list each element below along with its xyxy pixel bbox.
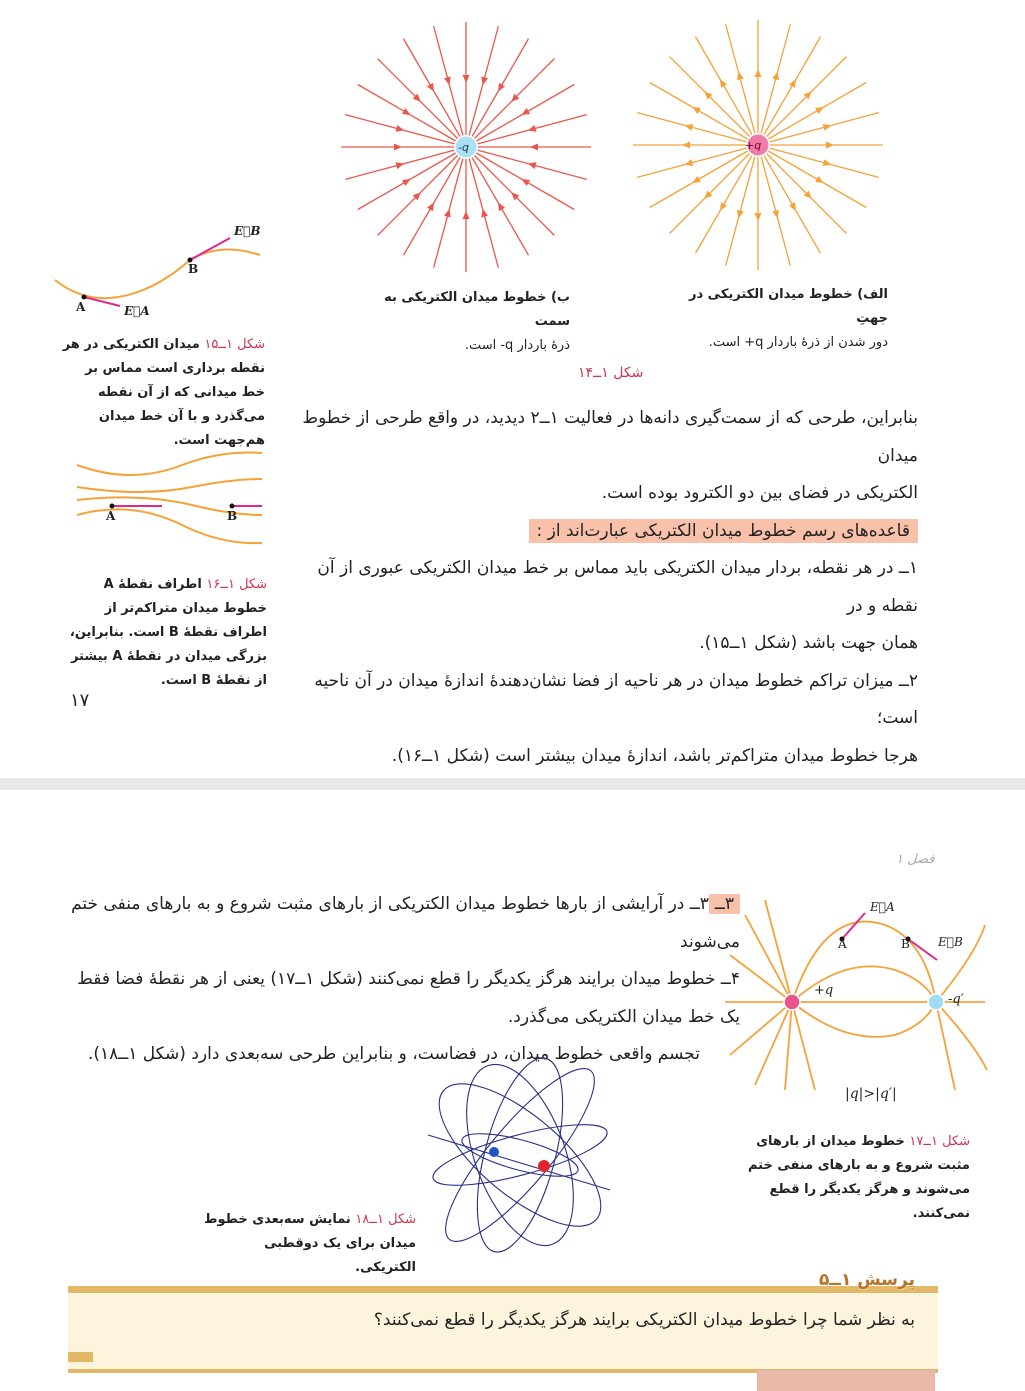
fig15-caption: شکل ۱ــ۱۵ میدان الکتریکی در هر نقطه برداری است مماس بر خط میدانی که از آن نقطه می‌گذرد و با آن خط میدان هم‌جهت است. [62,337,265,448]
rule-3: ۳ــ۳ــ در آرایشی از بارها خطوط میدان الکتریکی از بارهای مثبت شروع و به بارهای منفی ختم می‌شوند [71,894,740,952]
negative-charge [928,994,944,1010]
page-separator [0,778,1025,790]
vector-ea-label: E⃗A [870,900,895,914]
arrow-icon [463,211,470,219]
page-number: ۱۷ [70,690,90,711]
fig17-caption: شکل ۱ــ۱۷ خطوط میدان از بارهای مثبت شروع و به بارهای منفی ختم می‌شوند و هرگز یکدیگر را قطع نمی‌کنند. [747,1134,970,1221]
point-a: A [106,509,116,523]
vector-eb-label: E⃗B [938,935,963,949]
fig14-label: شکل ۱ــ۱۴ [578,365,644,381]
pos-charge-label: +q [814,983,834,998]
point-a: A [76,300,86,314]
arrow-icon [394,144,402,151]
point-b: B [188,262,199,276]
neg-charge-label: -q′ [948,992,964,1007]
chapter-label: فصل ۱ [896,852,935,867]
arrow-icon [530,144,538,151]
rule-1: ۱ــ در هر نقطه، بردار میدان الکتریکی باید مماس بر خط میدان الکتریکی عبوری از آن نقطه و در [317,558,918,616]
arrow-icon [755,213,762,221]
neg-charge-label: -q [458,141,469,154]
paragraph: بنابراین، طرحی که از سمت‌گیری دانه‌ها در فعالیت ۱ــ۲ دیدید، در واقع طرحی از خطوط میدان الکتریکی در فضای بین دو الکترود بوده است. قاعده‌های رسم خطوط میدان الکتریکی عبارت‌اند از : ۱ــ در هر نقطه، بردار میدان الکتریکی باید مماس بر خط میدان الکتریکی عبوری از آن نقطه و در همان جهت باشد (شکل ۱ــ۱۵). ۲ــ میزان تراکم خطوط میدان در هر ناحیه از فضا نشان‌دهندهٔ اندازهٔ میدان در آن ناحیه است؛ هرجا خطوط میدان متراکم‌تر باشد، اندازهٔ میدان بیشتر است (شکل ۱ــ۱۶). [280,400,918,775]
vector-eb-label: E⃗B [234,224,261,238]
pos-charge-label: +q [745,139,762,152]
question-title: پرسش ۱ــ۵ [818,1270,915,1290]
photo-fragment [757,1370,935,1391]
figure-18-3d-dipole [420,1035,620,1275]
point-a: A [838,937,847,951]
rule-4: ۴ــ خطوط میدان برایند هرگز یکدیگر را قطع نمی‌کنند (شکل ۱ــ۱۷) یعنی از هر نقطهٔ فضا فقط [77,969,740,989]
arrow-icon [755,69,762,77]
arrow-icon [682,142,690,149]
figure-16-field-density [72,445,272,565]
rules-heading: قاعده‌های رسم خطوط میدان الکتریکی عبارت‌اند از : [529,519,918,543]
fig14-caption-b: ب) خطوط میدان الکتریکی به سمت ذرهٔ باردار q- است. [384,290,570,353]
fig16-caption: شکل ۱ــ۱۶ اطراف نقطهٔ A خطوط میدان متراکم‌تر از اطراف نقطهٔ B است. بنابراین، بزرگی میدان در نقطهٔ A بیشتر از نقطهٔ B است. [69,577,267,688]
fig18-caption: شکل ۱ــ۱۸ نمایش سه‌بعدی خطوط میدان برای یک دوقطبی الکتریکی. [204,1212,416,1275]
paragraph-3d: تجسم واقعی خطوط میدان، در فضاست، و بنابراین طرحی سه‌بعدی دارد (شکل ۱ــ۱۸). [87,1044,700,1064]
vector-ea-label: E⃗A [124,304,150,318]
point-b: B [901,937,910,951]
point-b: B [227,509,238,523]
arrow-icon [826,142,834,149]
negative-charge [489,1147,499,1157]
fig14-caption-a: الف) خطوط میدان الکتریکی در جهتِ دور شدن از ذرهٔ باردار q+ است. [688,287,888,350]
rule-2: ۲ــ میزان تراکم خطوط میدان در هر ناحیه از فضا نشان‌دهندهٔ اندازهٔ میدان در آن ناحیه است؛ [314,670,918,728]
positive-charge [538,1160,550,1172]
arrow-icon [463,75,470,83]
page2-text: ۳ــ۳ــ در آرایشی از بارها خطوط میدان الکتریکی از بارهای مثبت شروع و به بارهای منفی ختم می‌شوند ۴ــ خطوط میدان برایند هرگز یکدیگر را قطع نمی‌کنند (شکل ۱ــ۱۷) یعنی از هر نقطهٔ فضا فقط یک خط میدان الکتریکی می‌گذرد. تجسم واقعی خطوط میدان، در فضاست، و بنابراین طرحی سه‌بعدی دارد (شکل ۱ــ۱۸). [60,886,740,1074]
field-line [55,250,260,299]
question-text: به نظر شما چرا خطوط میدان الکتریکی برایند هرگز یکدیگر را قطع نمی‌کنند؟ [373,1310,915,1330]
positive-charge [784,994,800,1010]
charge-relation: |q|>|q′| [845,1086,897,1102]
